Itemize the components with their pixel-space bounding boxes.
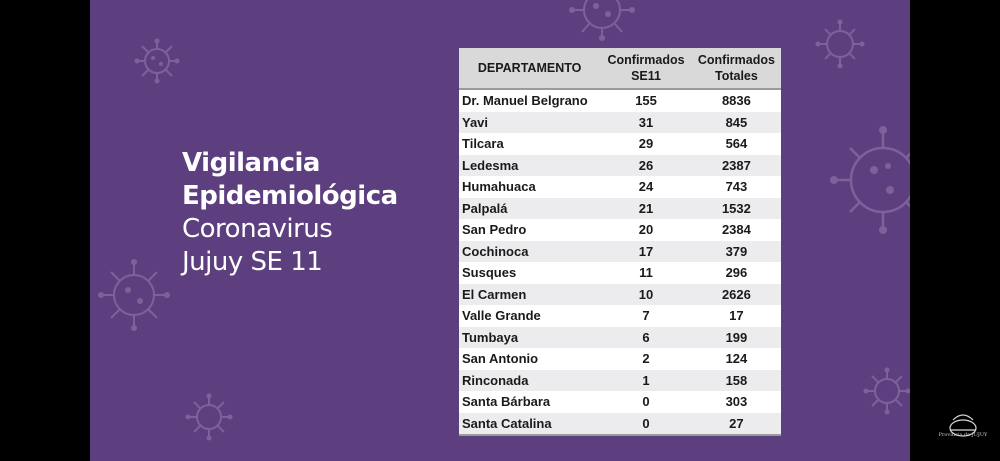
cell-confirmados-se11: 17 bbox=[600, 241, 692, 263]
header-confirmados-se11: Confirmados SE11 bbox=[600, 48, 692, 89]
cell-confirmados-totales: 564 bbox=[725, 136, 748, 152]
header-departamento: DEPARTAMENTO bbox=[459, 48, 600, 89]
cell-confirmados-totales: 296 bbox=[725, 265, 748, 281]
cell-confirmados-se11: 0 bbox=[600, 413, 692, 436]
table-row bbox=[459, 327, 781, 349]
table-body bbox=[459, 89, 781, 435]
table-row bbox=[459, 370, 781, 392]
table-row bbox=[459, 284, 781, 306]
virus-icon bbox=[132, 36, 182, 86]
cell-confirmados-totales: 199 bbox=[692, 327, 781, 349]
cell-departamento: Dr. Manuel Belgrano bbox=[462, 93, 588, 109]
cell-confirmados-totales: 124 bbox=[725, 351, 748, 367]
virus-icon bbox=[562, 0, 642, 50]
cell-confirmados-totales: 379 bbox=[692, 241, 781, 263]
cell-confirmados-se11: 11 bbox=[639, 265, 653, 281]
cell-confirmados-se11: 24 bbox=[638, 179, 654, 195]
cell-confirmados-se11: 10 bbox=[600, 284, 692, 306]
cell-confirmados-se11: 31 bbox=[600, 112, 692, 134]
cell-confirmados-se11: 20 bbox=[638, 222, 654, 238]
cell-departamento: Santa Catalina bbox=[459, 413, 600, 436]
cell-confirmados-totales: 1532 bbox=[692, 198, 781, 220]
table-row bbox=[459, 305, 781, 327]
cell-departamento: Palpalá bbox=[459, 198, 600, 220]
slide bbox=[90, 0, 910, 461]
table-row bbox=[459, 391, 781, 413]
table-row bbox=[459, 176, 781, 198]
cell-confirmados-totales: 27 bbox=[692, 413, 781, 436]
cell-confirmados-totales: 303 bbox=[725, 394, 748, 410]
header-confirmados-totales: Confirmados Totales bbox=[692, 48, 781, 89]
table-header-row bbox=[459, 48, 781, 89]
cell-confirmados-totales: 2387 bbox=[692, 155, 781, 177]
table-row bbox=[459, 112, 781, 134]
cell-confirmados-se11: 26 bbox=[600, 155, 692, 177]
cell-confirmados-se11: 1 bbox=[600, 370, 692, 392]
cell-departamento: Rinconada bbox=[459, 370, 600, 392]
cell-confirmados-totales: 17 bbox=[729, 308, 744, 324]
cell-departamento: Susques bbox=[462, 265, 517, 281]
table-row bbox=[459, 241, 781, 263]
table-row bbox=[459, 198, 781, 220]
cell-confirmados-se11: 29 bbox=[638, 136, 654, 152]
cell-confirmados-totales: 743 bbox=[725, 179, 748, 195]
cell-departamento: San Pedro bbox=[462, 222, 527, 238]
cell-confirmados-totales: 2384 bbox=[721, 222, 751, 238]
cell-confirmados-se11: 6 bbox=[600, 327, 692, 349]
cell-confirmados-totales: 8836 bbox=[721, 93, 751, 109]
virus-icon bbox=[810, 14, 870, 74]
cell-confirmados-se11: 2 bbox=[642, 351, 650, 367]
table-row bbox=[459, 155, 781, 177]
cell-confirmados-se11: 7 bbox=[642, 308, 650, 324]
table-row bbox=[459, 413, 781, 436]
virus-icon bbox=[860, 364, 910, 418]
table-row bbox=[459, 262, 781, 284]
cell-departamento: Tilcara bbox=[462, 136, 504, 152]
table-row bbox=[459, 133, 781, 155]
cell-confirmados-se11: 155 bbox=[635, 93, 657, 109]
cell-departamento: San Antonio bbox=[462, 351, 539, 367]
title-line-epidemiologica: Epidemiológica bbox=[182, 181, 398, 211]
table-row bbox=[459, 348, 781, 370]
cell-departamento: Yavi bbox=[459, 112, 600, 134]
cell-confirmados-totales: 845 bbox=[692, 112, 781, 134]
logo-caption: Provincia de JUJUY bbox=[938, 432, 988, 438]
cell-confirmados-totales: 2626 bbox=[692, 284, 781, 306]
virus-icon bbox=[828, 118, 910, 243]
cell-confirmados-totales: 158 bbox=[692, 370, 781, 392]
slide-title bbox=[182, 147, 398, 279]
title-line-jujuy: Jujuy SE 11 bbox=[182, 247, 323, 277]
cell-departamento: Santa Bárbara bbox=[462, 394, 551, 410]
cell-departamento: Valle Grande bbox=[462, 308, 541, 324]
cell-departamento: Ledesma bbox=[459, 155, 600, 177]
cases-table bbox=[459, 48, 781, 436]
cell-departamento: Humahuaca bbox=[462, 179, 536, 195]
table-row bbox=[459, 219, 781, 241]
cell-confirmados-se11: 21 bbox=[600, 198, 692, 220]
table-row bbox=[459, 89, 781, 112]
virus-icon bbox=[94, 255, 174, 335]
cell-departamento: El Carmen bbox=[459, 284, 600, 306]
cell-confirmados-se11: 0 bbox=[642, 394, 650, 410]
cell-departamento: Cochinoca bbox=[459, 241, 600, 263]
title-line-vigilancia: Vigilancia bbox=[182, 148, 320, 178]
title-line-coronavirus: Coronavirus bbox=[182, 214, 333, 244]
virus-icon bbox=[182, 390, 236, 444]
cell-departamento: Tumbaya bbox=[459, 327, 600, 349]
